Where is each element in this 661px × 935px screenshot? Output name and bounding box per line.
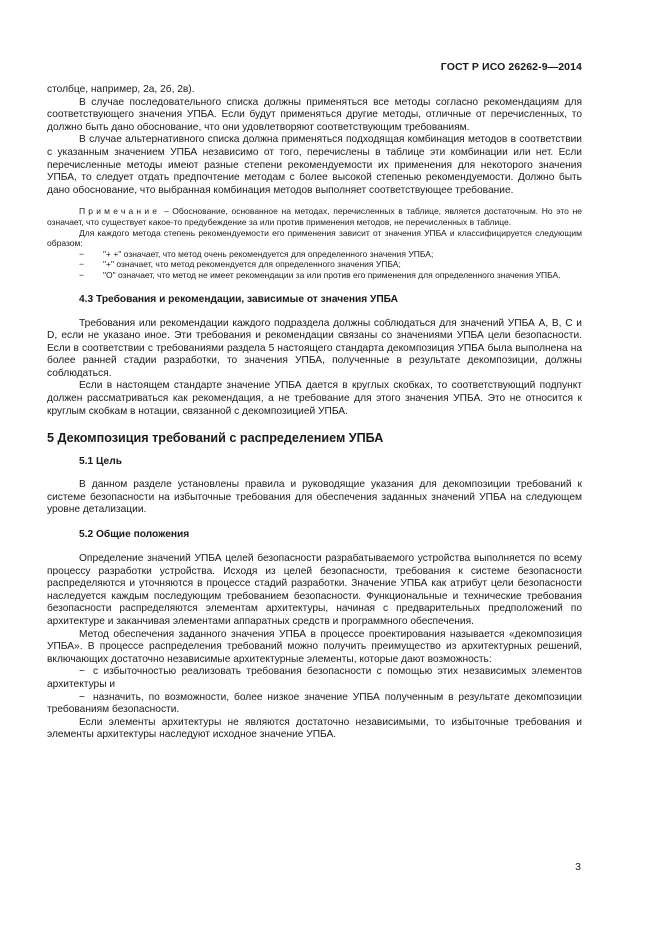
paragraph-sequential-list: В случае последовательного списка должны применяться все методы согласно рекомендациям для соответствующего значения УПБА. Если будут применяться другие методы, отличные от перечисленных, то должно быть дано обоснование, что они удовлетворяют соответствующим требованиям. [47,96,582,133]
paragraph-continuation: столбце, например, 2а, 2б, 2в). [47,84,195,95]
document-header: ГОСТ Р ИСО 26262-9—2014 [440,61,582,73]
note-paragraph [47,206,582,227]
list-item: − назначить, по возможности, более низкое значение УПБА полученным в результате декомпозиции требованиям безопасности. [47,691,582,716]
note-classification: Для каждого метода степень рекомендуемости его применения зависит от значения УПБА и классифицируется следующим образом: [47,227,582,249]
note-list-item: − "+" означает, что метод рекомендуется для определенного значения УПБА; [79,259,401,270]
heading-4-3: 4.3 Требования и рекомендации, зависимые от значения УПБА [79,293,398,305]
note-list-item: − "+ +" означает, что метод очень рекомендуется для определенного значения УПБА; [79,248,434,259]
paragraph-4-3-brackets: Если в настоящем стандарте значение УПБА дается в круглых скобках, то соответствующий подпункт должен рассматриваться как рекомендация, а не требование для этого значения УПБА. Это не относится к круглым скобкам в нотации, связанной с декомпозицией УПБА. [47,380,582,417]
paragraph-alternative-list: В случае альтернативного списка должна применяться подходящая комбинация методов в соответствии с указанным значением УПБА независимо от того, перечислены в таблице эти комбинации или нет. Если перечисленные методы имеют разные степени рекомендуемости их применения для некоторого значения УПБА, то следует отдать предпочтение методам с более высокой степенью рекомендуемости. Должно быть дано обоснование, что выбранная комбинация методов выполняет соответствующее требование. [47,134,582,196]
paragraph-5-2-method: Метод обеспечения заданного значения УПБА в процессе проектирования называется «декомпозиция УПБА». В процессе распределения требований можно получить преимущество из архитектурных решений, включающих достаточно независимые архитектурные элементы, которые дают возможность: [47,628,582,665]
paragraph-5-2-inherit: Если элементы архитектуры не являются достаточно независимыми, то избыточные требования и элементы архитектуры наследуют исходное значение УПБА. [47,716,582,741]
list-item: − с избыточностью реализовать требования безопасности с помощью этих независимых элементов архитектуры и [47,666,582,690]
heading-5-2: 5.2 Общие положения [79,529,190,541]
note-list-item: − "О" означает, что метод не имеет рекомендации за или против его применения для определенного значения УПБА. [79,269,561,280]
heading-5-1: 5.1 Цель [79,456,122,468]
note-text: – Обоснование, основанное на методах, перечисленных в таблице, является достаточным. Но это не означает, что существует какое-то предубеждение за или против применения методов, не перечисленных в таблице. [47,206,582,227]
page-body [47,84,582,742]
paragraph-5-1: В данном разделе установлены правила и руководящие указания для декомпозиции требований к системе безопасности на избыточные требования для обеспечения заданных значений УПБА на следующем уровне детализации. [47,479,582,516]
paragraph-5-2-definition: Определение значений УПБА целей безопасности разрабатываемого устройства выполняется по всему процессу разработки устройства. Исходя из целей безопасности, требования к системе безопасности распределяются и уточняются в процессе стадий разработки. Значение УПБА как атрибут цели безопасности наследуется каждым последующим требованием безопасности. Функциональные и технические требования безопасности распределяются элементам архитектуры, начиная с предварительных предположений по архитектуре и заканчивая элементами аппаратных средств и программного обеспечения. [47,553,582,627]
heading-section-5: 5 Декомпозиция требований с распределением УПБА [47,431,384,446]
page-number: 3 [575,861,581,873]
paragraph-4-3-requirements: Требования или рекомендации каждого подраздела должны соблюдаться для значений УПБА А, В, С и D, если не указано иное. Эти требования и рекомендации связаны со значениями УПБА цели безопасности. Если в соответствии с требованиями раздела 5 настоящего стандарта декомпозиция УПБА была выполнена на более ранней стадии разработки, то значения УПБА, полученные в результате декомпозиции, должны соблюдаться. [47,317,582,379]
note-label: Примечание [79,206,161,217]
